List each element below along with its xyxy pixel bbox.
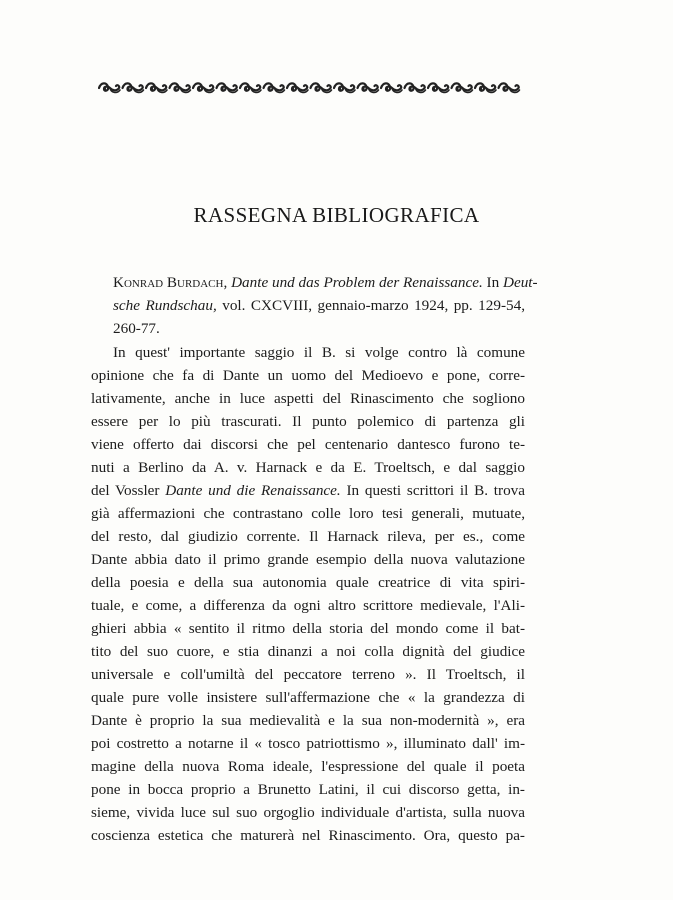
text-fragment: del Vossler bbox=[91, 482, 160, 499]
text-line: viene offerto dai discorsi che pel centenario dantesco furono te- bbox=[91, 436, 525, 453]
citation-details: vol. CXCVIII, gennaio-marzo 1924, pp. 129-54, bbox=[222, 297, 525, 314]
text-line: In quest' importante saggio il B. si volge contro là comune bbox=[113, 344, 525, 361]
text-line: sieme, vivida luce sul suo orgoglio individuale d'artista, sulla nuova bbox=[91, 804, 525, 821]
citation-journal-part1: Deut- bbox=[503, 274, 538, 291]
text-line: tito del suo cuore, e stia dinanzi a noi colla dignità del giudice bbox=[91, 643, 525, 660]
text-line: già affermazioni che contrastano colle loro tesi generali, mutuate, bbox=[91, 505, 525, 522]
citation-line-1 bbox=[113, 273, 538, 293]
citation-author: Konrad Burdach, bbox=[113, 274, 228, 291]
text-line: tuale, e come, a differenza da ogni altro scrittore medievale, l'Ali- bbox=[91, 597, 525, 614]
text-line: ghieri abbia « sentito il ritmo della storia del mondo come il bat- bbox=[91, 620, 525, 637]
text-line: quale pure volle insistere sull'affermazione che « la grandezza di bbox=[91, 689, 525, 706]
text-line: universale e coll'umiltà del peccatore terreno ». Il Troeltsch, il bbox=[91, 666, 525, 683]
cited-essay-title: Dante und die Renaissance. bbox=[165, 482, 341, 499]
section-title: RASSEGNA BIBLIOGRAFICA bbox=[193, 203, 480, 227]
citation-line-2 bbox=[113, 296, 525, 316]
text-fragment: In questi scrittori il B. trova bbox=[346, 482, 526, 499]
text-line: essere per lo più trascurati. Il punto polemico di partenza gli bbox=[91, 413, 525, 430]
text-line: coscienza estetica che maturerà nel Rinascimento. Ora, questo pa- bbox=[91, 827, 525, 844]
text-line: pone in bocca proprio a Brunetto Latini, il cui discorso getta, in- bbox=[91, 781, 525, 798]
text-line bbox=[91, 481, 525, 501]
text-line: magine della nuova Roma ideale, l'espressione del quale il poeta bbox=[91, 758, 525, 775]
ornament-scroll-icon bbox=[98, 80, 521, 96]
text-line: opinione che fa di Dante un uomo del Medioevo e pone, corre- bbox=[91, 367, 525, 384]
text-line: della poesia e della sua autonomia quale creatrice di vita spiri- bbox=[91, 574, 525, 591]
text-line: Dante abbia dato il primo grande esempio della nuova valutazione bbox=[91, 551, 525, 568]
citation-work-title: Dante und das Problem der Renaissance. bbox=[231, 274, 483, 291]
citation-in-label: In bbox=[486, 274, 500, 291]
text-line: lativamente, anche in luce aspetti del Rinascimento che sogliono bbox=[91, 390, 525, 407]
citation-journal-part2: sche Rundschau, bbox=[113, 297, 217, 314]
text-line: poi costretto a notarne il « tosco patriottismo », illuminato dall' im- bbox=[91, 735, 525, 752]
text-line: Dante è proprio la sua medievalità e la sua non-modernità », era bbox=[91, 712, 525, 729]
text-line: del resto, dal giudizio corrente. Il Harnack rileva, per es., come bbox=[91, 528, 525, 545]
citation-line-3: 260-77. bbox=[113, 320, 160, 337]
decorative-ornament-band bbox=[98, 80, 521, 96]
text-line: nuti a Berlino da A. v. Harnack e da E. Troeltsch, e dal saggio bbox=[91, 459, 525, 476]
